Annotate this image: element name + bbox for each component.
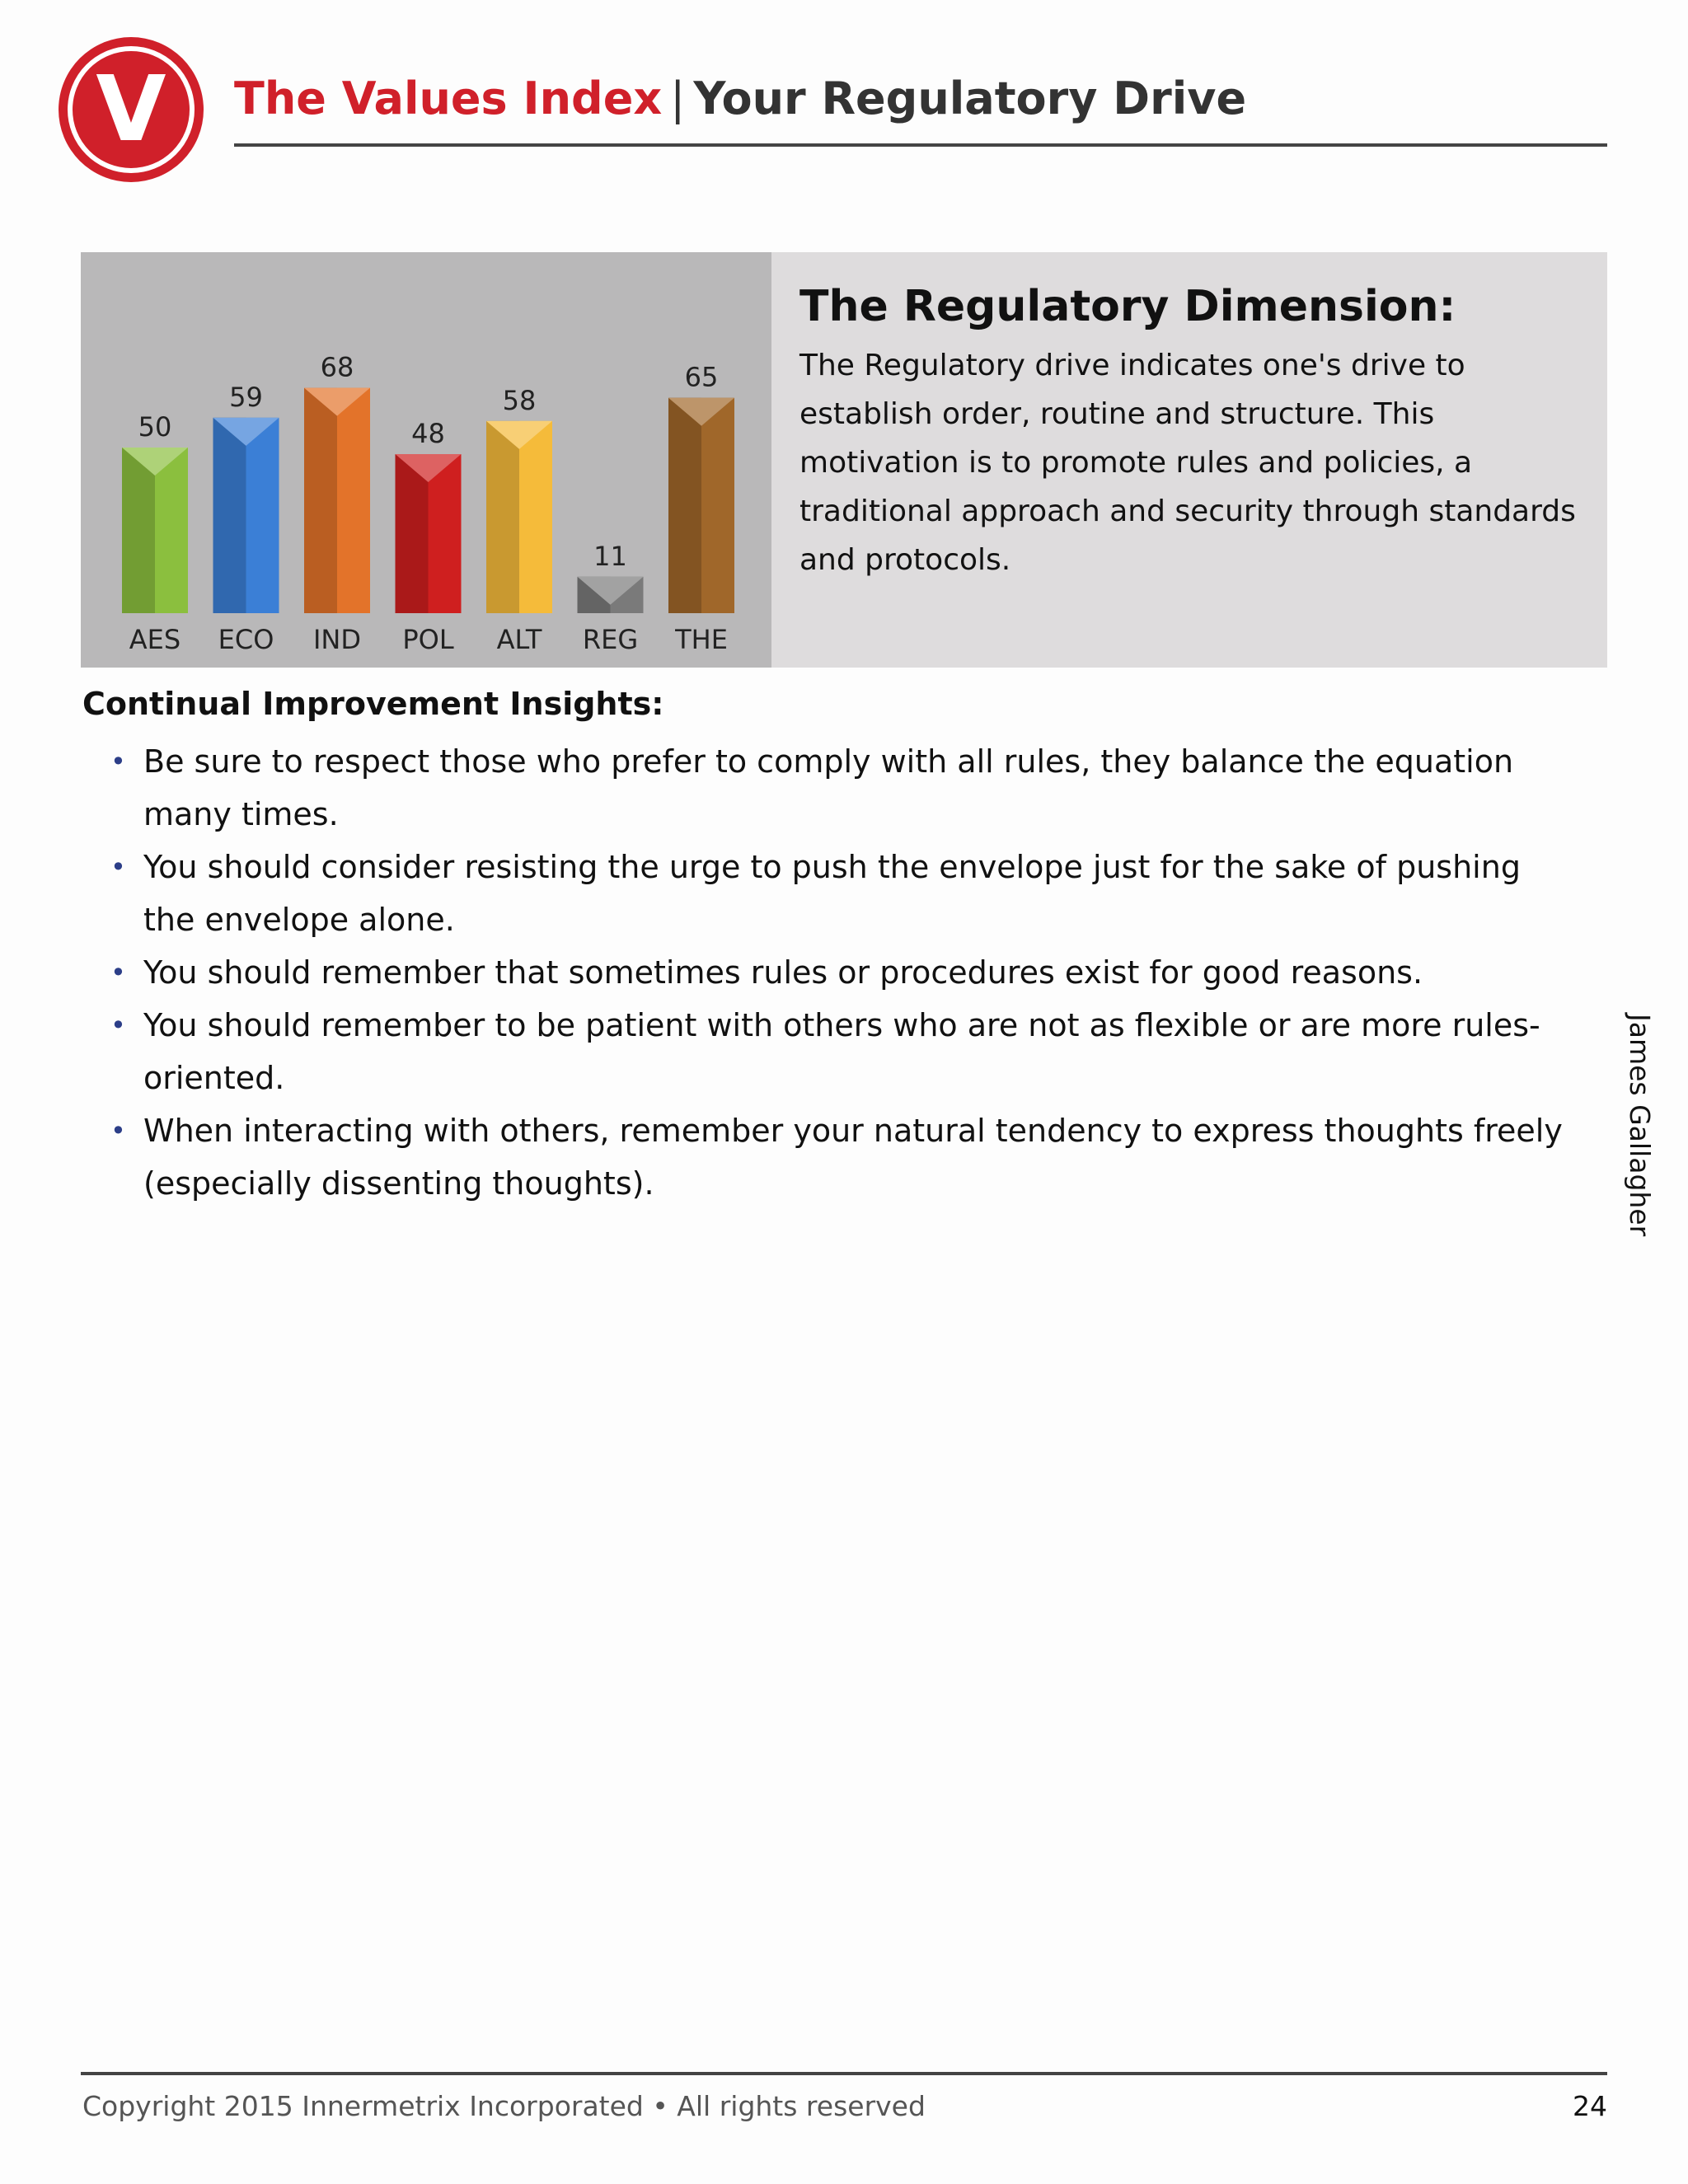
- brand-title: The Values Index: [234, 73, 663, 124]
- values-index-logo: [56, 35, 206, 185]
- insight-item: [82, 841, 1566, 946]
- bullet-icon: •: [110, 1115, 126, 1146]
- category-label: ALT: [496, 624, 542, 655]
- bar-value-label: 68: [320, 351, 354, 383]
- bullet-icon: •: [110, 851, 126, 883]
- bar-value-label: 65: [684, 361, 719, 393]
- category-label: IND: [312, 624, 362, 655]
- bar-the: [668, 398, 734, 613]
- insight-item: [82, 735, 1566, 841]
- insight-text: You should consider resisting the urge to push the envelope just for the sake of pushing the envelope alone.: [143, 849, 1521, 938]
- bar-ind: [304, 388, 370, 613]
- bar-value-label: 48: [411, 418, 445, 450]
- dimension-panel: [81, 252, 1607, 668]
- insights-title: Continual Improvement Insights:: [82, 686, 664, 722]
- dimension-title: The Regulatory Dimension:: [799, 282, 1456, 331]
- page-header: [234, 73, 1246, 124]
- respondent-name: James Gallagher: [1624, 1014, 1656, 1237]
- page-number: 24: [1573, 2090, 1607, 2122]
- bar-value-label: 11: [593, 540, 627, 572]
- category-label: REG: [582, 624, 639, 655]
- insight-text: Be sure to respect those who prefer to comply with all rules, they balance the equation many times.: [143, 743, 1514, 832]
- bullet-icon: •: [110, 746, 126, 777]
- dimension-text: The Regulatory drive indicates one's drive to establish order, routine and structure. This motivation is to promote rules and policies, a traditional approach and security through standards and protocols.: [799, 349, 1576, 577]
- insights-list: [82, 735, 1566, 1210]
- bar-value-label: 58: [502, 384, 537, 416]
- values-bar-chart: [81, 252, 771, 668]
- bar-eco: [213, 418, 279, 613]
- category-label: AES: [129, 624, 181, 655]
- insight-item: [82, 999, 1566, 1104]
- bullet-icon: •: [110, 1010, 126, 1041]
- bar-value-label: 50: [138, 411, 172, 443]
- bar-aes: [122, 448, 188, 613]
- category-label: ECO: [218, 624, 274, 655]
- page-subtitle: Your Regulatory Drive: [693, 73, 1247, 124]
- logo-letter: V: [96, 56, 166, 162]
- footer-divider: [81, 2072, 1607, 2075]
- insight-text: You should remember to be patient with others who are not as flexible or are more rules-oriented.: [143, 1007, 1540, 1096]
- bullet-icon: •: [110, 957, 126, 988]
- category-label: POL: [402, 624, 454, 655]
- bar-alt: [486, 421, 552, 613]
- bar-reg: [578, 577, 644, 613]
- insight-text: When interacting with others, remember your natural tendency to express thoughts freely (especially dissenting thoughts).: [143, 1113, 1563, 1202]
- insight-item: [82, 1104, 1566, 1210]
- bar-value-label: 59: [229, 381, 263, 413]
- category-label: THE: [675, 624, 728, 655]
- values-chart: [81, 252, 771, 668]
- insight-text: You should remember that sometimes rules or procedures exist for good reasons.: [143, 954, 1423, 991]
- header-separator: |: [670, 73, 686, 124]
- header-divider: [234, 143, 1607, 147]
- copyright-text: Copyright 2015 Innermetrix Incorporated • All rights reserved: [82, 2090, 926, 2122]
- dimension-description-box: [771, 252, 1607, 668]
- bar-pol: [396, 454, 462, 613]
- insight-item: [82, 946, 1566, 999]
